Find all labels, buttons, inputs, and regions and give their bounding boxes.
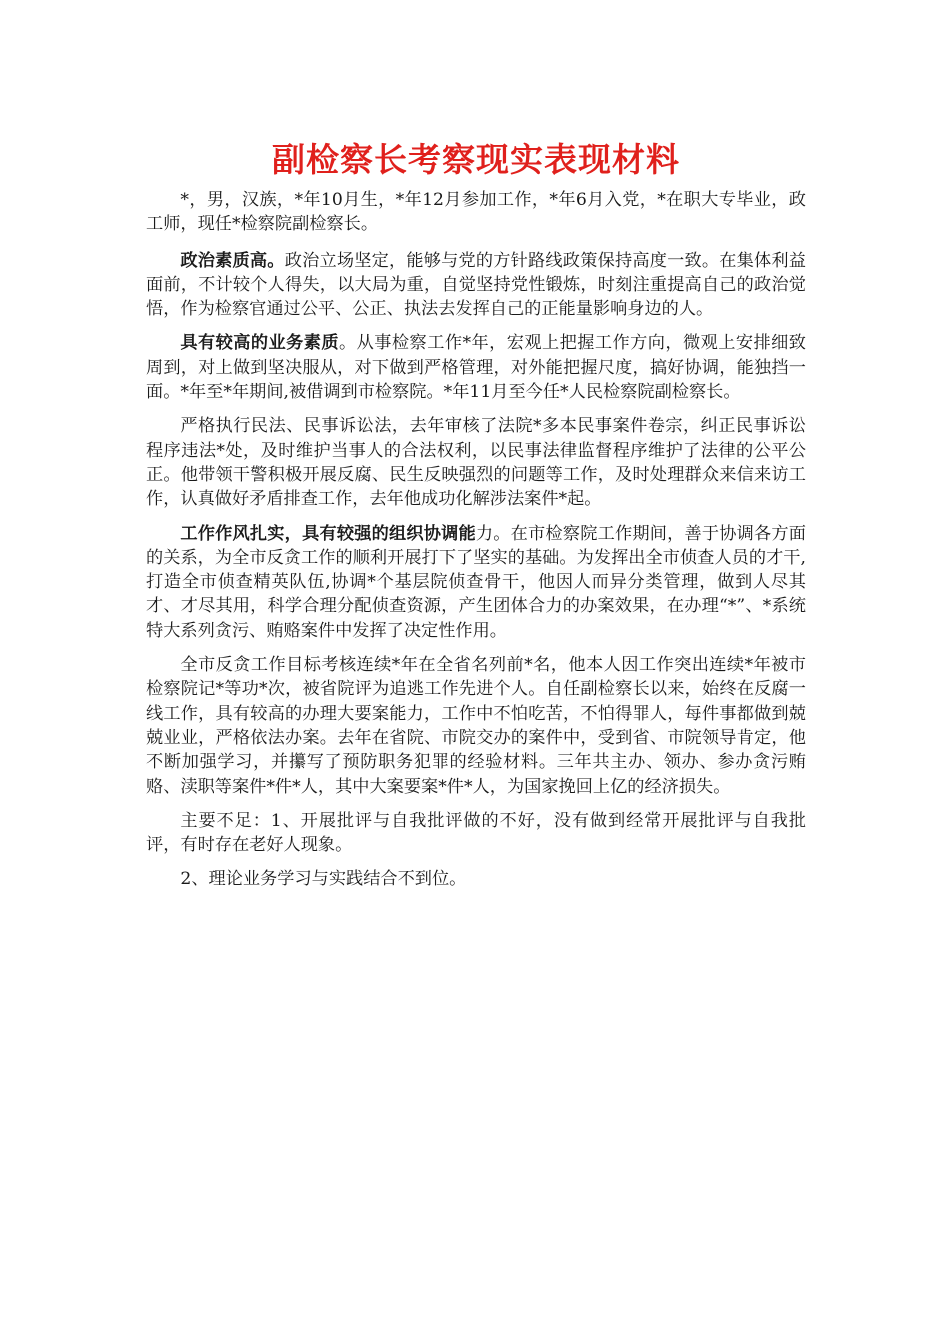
document-page (146, 138, 806, 902)
shortcomings-paragraph: 主要不足：1、开展批评与自我批评做的不好，没有做到经常开展批评与自我批评，有时存在老好人现象。 (146, 810, 806, 856)
intro-paragraph: *，男，汉族，*年10月生，*年12月参加工作，*年6月入党，*在职大专毕业，政工师，现任*检察院副检察长。 (146, 190, 806, 235)
civil-law-paragraph: 严格执行民法、民事诉讼法，去年审核了法院*多本民事案件卷宗，纠正民事诉讼程序违法*处，及时维护当事人的合法权利，以民事法律监督程序维护了法律的公平公正。他带领干警积极开展反腐、民生反映强烈的问题等工作，及时处理群众来信来访工作，认真做好矛盾排查工作，去年他成功化解涉法案件*起。 (146, 416, 806, 510)
document-title: 副检察长考察现实表现材料 (272, 140, 680, 179)
business-quality-paragraph (146, 331, 806, 404)
political-quality-paragraph (146, 249, 806, 322)
business-quality-text: 。从事检察工作*年，宏观上把握工作方向，微观上安排细致周到，对上做到坚决服从，对下做到严格管理，对外能把握尺度，搞好协调，能独挡一面。*年至*年期间,被借调到市检察院。*年11月至今任*人民检察院副检察长。 (146, 333, 806, 403)
political-quality-text: 政治立场坚定，能够与党的方针路线政策保持高度一致。在集体利益面前，不计较个人得失，以大局为重，自觉坚持党性锻炼，时刻注重提高自己的政治觉悟，作为检察官通过公平、公正、执法去发挥自己的正能量影响身边的人。 (146, 250, 806, 320)
shortcomings-item-2: 2、理论业务学习与实践结合不到位。 (180, 869, 467, 890)
work-style-heading: 工作作风扎实，具有较强的组织协调能 (180, 523, 476, 544)
business-quality-heading: 具有较高的业务素质 (180, 333, 340, 354)
political-quality-heading: 政治素质高。 (180, 250, 285, 271)
anti-corruption-paragraph: 全市反贪工作目标考核连续*年在全省名列前*名，他本人因工作突出连续*年被市检察院记*等功*次，被省院评为追逃工作先进个人。自任副检察长以来，始终在反腐一线工作，具有较高的办理大要案能力，工作中不怕吃苦，不怕得罪人，每件事都做到兢兢业业，严格依法办案。去年在省院、市院交办的案件中，受到省、市院领导肯定，他不断加强学习，并攥写了预防职务犯罪的经验材料。三年共主办、领办、参办贪污贿赂、渎职等案件*件*人，其中大案要案*件*人，为国家挽回上亿的经济损失。 (146, 655, 806, 797)
work-style-text: 力。在市检察院工作期间，善于协调各方面的关系，为全市反贪工作的顺利开展打下了坚实的基础。为发挥出全市侦查人员的才干,打造全市侦查精英队伍,协调*个基层院侦查骨干，他因人而异分类管理，做到人尽其才、才尽其用，科学合理分配侦查资源，产生团体合力的办案效果，在办理“*”、*系统特大系列贪污、贿赂案件中发挥了决定性作用。 (146, 523, 806, 641)
work-style-paragraph (146, 522, 806, 643)
